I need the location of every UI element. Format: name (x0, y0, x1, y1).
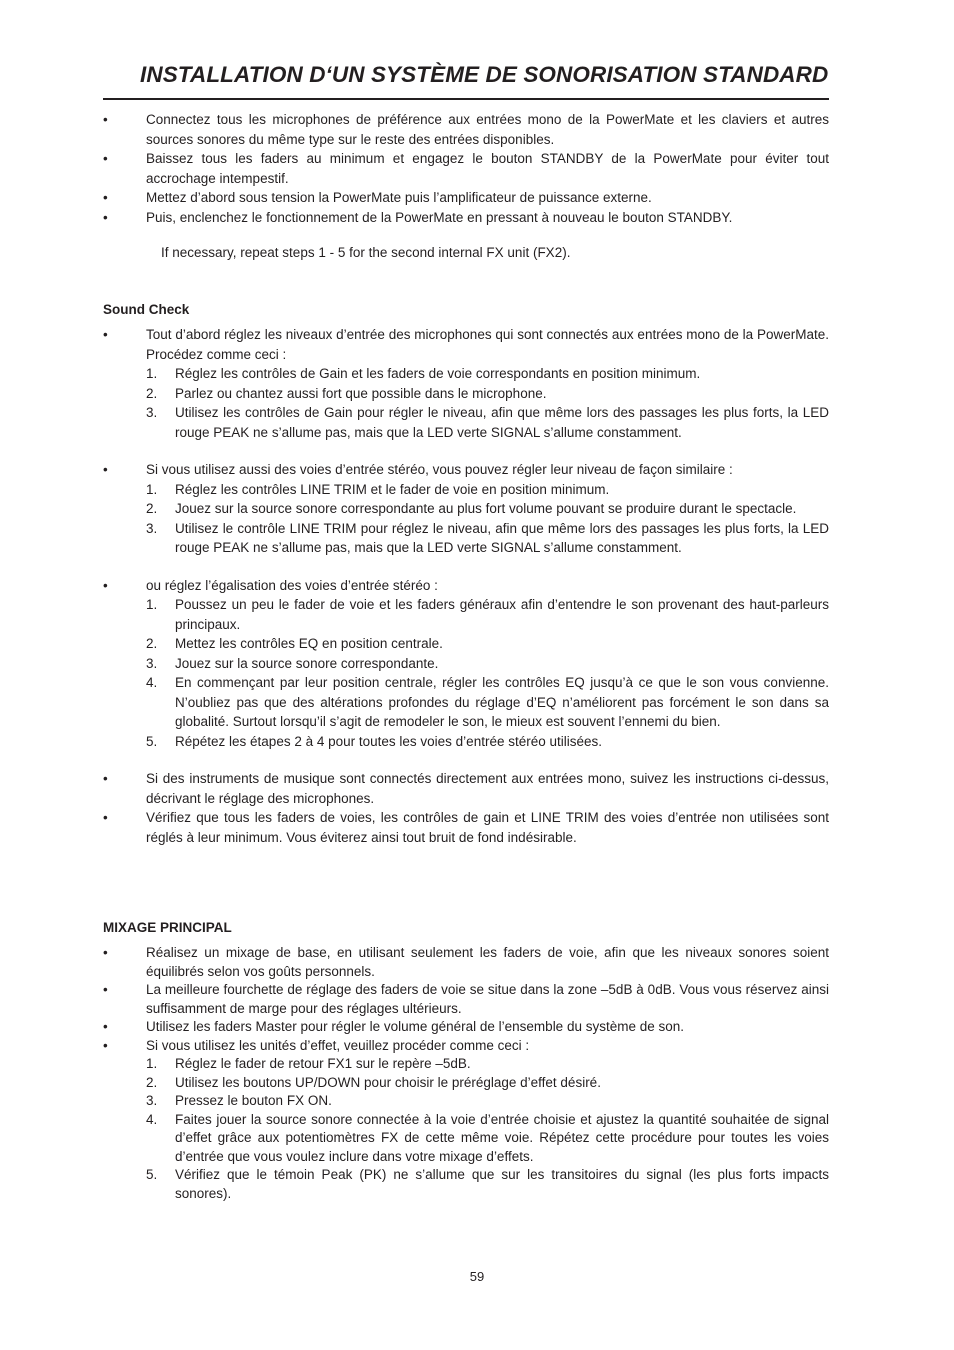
numbered-step: 1. Réglez le fader de retour FX1 sur le repère –5dB. (146, 1056, 471, 1071)
title-underline (103, 98, 829, 100)
bullet-marker: • (103, 810, 108, 825)
numbered-step: 3. Utilisez les contrôles de Gain pour régler le niveau, afin que même lors des passages les plus forts, la LED rouge PEAK ne s’allume pas, mais que la LED verte SIGNAL s’allume constamment. (146, 405, 829, 440)
list-item: • Puis, enclenchez le fonctionnement de la PowerMate en pressant à nouveau le bouton STANDBY. (103, 208, 829, 228)
bullet-marker: • (103, 771, 108, 786)
numbered-step: 5. Répétez les étapes 2 à 4 pour toutes les voies d’entrée stéréo utilisées. (146, 733, 603, 749)
sound-check-section (103, 325, 829, 847)
list-item: • ou réglez l’égalisation des voies d’entrée stéréo : (103, 576, 829, 596)
numbered-step: 1. Poussez un peu le fader de voie et les faders généraux afin d’entendre le son provenant des haut-parleurs principaux. (146, 597, 829, 632)
bullet-marker: • (103, 151, 108, 166)
numbered-step: 3. Jouez sur la source sonore correspondante. (146, 655, 439, 671)
bullet-marker: • (103, 945, 108, 960)
list-item: • Utilisez les faders Master pour régler le volume général de l’ensemble du système de son. (103, 1018, 829, 1037)
mixage-heading: MIXAGE PRINCIPAL (103, 920, 232, 935)
bullet-marker: • (103, 190, 108, 205)
numbered-step: 3. Pressez le bouton FX ON. (146, 1093, 332, 1108)
bullet-marker: • (103, 1019, 108, 1034)
numbered-step: 1. Réglez les contrôles de Gain et les faders de voie correspondants en position minimum. (146, 366, 701, 381)
numbered-step: 2. Mettez les contrôles EQ en position centrale. (146, 636, 443, 651)
list-item: • Connectez tous les microphones de préférence aux entrées mono de la PowerMate et les claviers et autres sources sonores du même type sur le reste des entrées disponibles. (103, 110, 829, 149)
list-item: • Si vous utilisez aussi des voies d’entrée stéréo, vous pouvez régler leur niveau de façon similaire : (103, 460, 829, 480)
list-item: • Réalisez un mixage de base, en utilisant seulement les faders de voie, afin que les niveaux sonores soient équilibrés selon vos goûts personnels. (103, 944, 829, 981)
list-item: • Si vous utilisez les unités d’effet, veuillez procéder comme ceci : (103, 1037, 829, 1056)
numbered-step: 2. Jouez sur la source sonore correspondante au plus fort volume pouvant se produire durant le spectacle. (146, 501, 797, 516)
page-number: 59 (469, 1269, 485, 1284)
sound-check-heading: Sound Check (103, 302, 190, 317)
bullet-marker: • (103, 462, 108, 477)
numbered-step: 2. Parlez ou chantez aussi fort que possible dans le microphone. (146, 385, 547, 401)
list-item: • Tout d’abord réglez les niveaux d’entrée des microphones qui sont connectés aux entrées mono de la PowerMate. Procédez comme ceci : (103, 325, 829, 364)
numbered-step: 4. Faites jouer la source sonore connectée à la voie d’entrée choisie et ajustez la quantité souhaitée de signal d’effet grâce aux potentiomètres FX de cette même voie. Répétez cette procédure pour toutes les voies d’entrée que vous voulez inclure dans votre mixage d’effets. (146, 1111, 829, 1164)
bullet-marker: • (103, 112, 108, 127)
mixage-section (103, 944, 829, 1203)
numbered-step: 3. Utilisez le contrôle LINE TRIM pour réglez le niveau, afin que même lors des passages les plus forts, la LED rouge PEAK ne s’allume pas, mais que la LED verte SIGNAL s’allume constamment. (146, 520, 829, 555)
list-item: • La meilleure fourchette de réglage des faders de voie se situe dans la zone –5dB à 0dB. Vous vous réservez ainsi suffisamment de marge pour des réglages ultérieurs. (103, 981, 829, 1018)
bullet-marker: • (103, 327, 108, 342)
bullet-marker: • (103, 209, 108, 225)
list-item: • Si des instruments de musique sont connectés directement aux entrées mono, suivez les instructions ci-dessus, décrivant le réglage des microphones. (103, 769, 829, 808)
bullet-marker: • (103, 577, 108, 593)
page-title: INSTALLATION D‘UN SYSTÈME DE SONORISATION STANDARD (140, 62, 829, 87)
numbered-step: 5. Vérifiez que le témoin Peak (PK) ne s’allume que sur les transitoires du signal (les plus forts impacts sonores). (146, 1167, 829, 1201)
numbered-step: 1. Réglez les contrôles LINE TRIM et le fader de voie en position minimum. (146, 481, 610, 497)
bullet-marker: • (103, 982, 108, 997)
list-item: • Baissez tous les faders au minimum et engagez le bouton STANDBY de la PowerMate pour éviter tout accrochage intempestif. (103, 149, 829, 188)
bullet-marker: • (103, 1037, 108, 1053)
list-item: • Mettez d’abord sous tension la PowerMate puis l’amplificateur de puissance externe. (103, 188, 829, 208)
list-item: • Vérifiez que tous les faders de voies, les contrôles de gain et LINE TRIM des voies d’entrée non utilisées sont réglés à leur minimum. Vous éviterez ainsi tout bruit de fond indésirable. (103, 808, 829, 847)
intro-section (103, 110, 829, 227)
numbered-step: 4. En commençant par leur position centrale, régler les contrôles EQ jusqu’à ce que le son vous convienne. N’oubliez pas que des altérations profondes du réglage d’EQ n’améliorent pas forcément le son dans sa globalité. Surtout lorsqu’il s’agit de remodeler le son, le mieux est souvent l’ennemi du bien. (146, 675, 829, 729)
fx2-note: If necessary, repeat steps 1 - 5 for the second internal FX unit (FX2). (161, 245, 571, 260)
numbered-step: 2. Utilisez les boutons UP/DOWN pour choisir le préréglage d’effet désiré. (146, 1074, 601, 1090)
